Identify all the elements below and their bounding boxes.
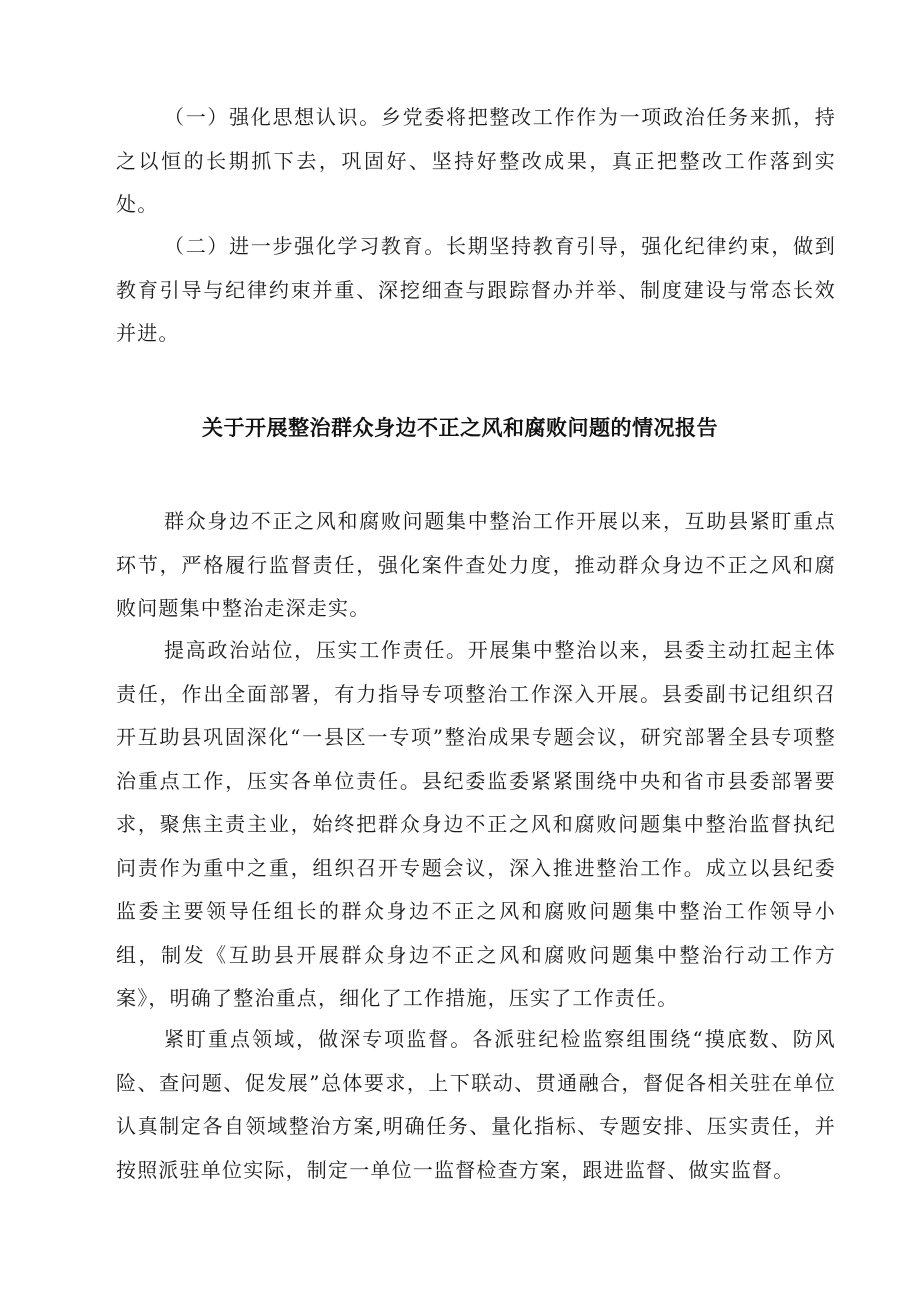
paragraph-introduction: 群众身边不正之风和腐败问题集中整治工作开展以来，互助县紧盯重点环节，严格履行监督责任，强化案件查处力度，推动群众身边不正之风和腐败问题集中整治走深走实。 — [116, 509, 836, 620]
paragraph-strengthen-awareness: （一）强化思想认识。乡党委将把整改工作作为一项政治任务来抓，持之以恒的长期抓下去，巩固好、坚持好整改成果，真正把整改工作落到实处。 — [116, 105, 836, 216]
paragraph-special-supervision: 紧盯重点领域，做深专项监督。各派驻纪检监察组围绕“摸底数、防风险、查问题、促发展”总体要求，上下联动、贯通融合，督促各相关驻在单位认真制定各自领域整治方案,明确任务、量化指标、专题安排、压实责任，并按照派驻单位实际，制定一单位一监督检查方案，跟进监督、做实监督。 — [116, 1027, 836, 1182]
report-title: 关于开展整治群众身边不正之风和腐败问题的情况报告 — [202, 416, 718, 440]
paragraph-strengthen-education: （二）进一步强化学习教育。长期坚持教育引导，强化纪律约束，做到教育引导与纪律约束并重、深挖细查与跟踪督办并举、制度建设与常态长效并进。 — [116, 234, 836, 345]
paragraph-political-position: 提高政治站位，压实工作责任。开展集中整治以来，县委主动扛起主体责任，作出全面部署，有力指导专项整治工作深入开展。县委副书记组织召开互助县巩固深化“一县区一专项”整治成果专题会议，研究部署全县专项整治重点工作，压实各单位责任。县纪委监委紧紧围绕中央和省市县委部署要求，聚焦主责主业，始终把群众身边不正之风和腐败问题集中整治监督执纪问责作为重中之重，组织召开专题会议，深入推进整治工作。成立以县纪委监委主要领导任组长的群众身边不正之风和腐败问题集中整治工作领导小组，制发《互助县开展群众身边不正之风和腐败问题集中整治行动工作方案》，明确了整治重点，细化了工作措施，压实了工作责任。 — [116, 638, 836, 1010]
